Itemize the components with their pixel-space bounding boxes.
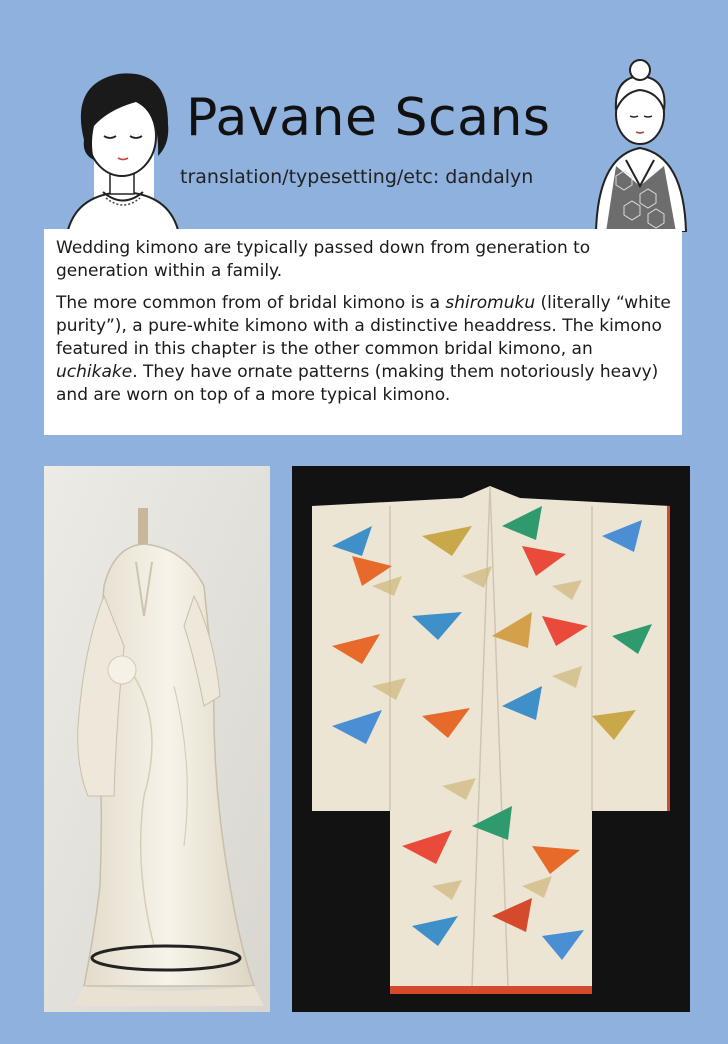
credit-line: translation/typesetting/etc: dandalyn (180, 166, 534, 188)
manga-woman-kimono-icon (586, 56, 694, 232)
term-shiromuku: shiromuku (445, 293, 536, 313)
note-paragraph-2: The more common from of bridal kimono is a shiromuku (literally “white purity”), a pure-white kimono with a distinctive headdress. The kimono featured in this chapter is the other common bridal kimono, an uchikake. They have ornate patterns (making them notoriously heavy) and are worn on top of a more typical kimono. (56, 293, 671, 405)
shiromuku-kimono-photo (44, 466, 270, 1012)
page-title: Pavane Scans (186, 88, 551, 148)
translation-note (44, 229, 682, 435)
note-paragraph-1: Wedding kimono are typically passed down from generation to generation within a family. (56, 238, 591, 281)
manga-girl-short-hair-icon (48, 44, 198, 230)
term-uchikake: uchikake (56, 362, 133, 382)
uchikake-kimono-photo (292, 466, 690, 1012)
header (0, 0, 728, 230)
